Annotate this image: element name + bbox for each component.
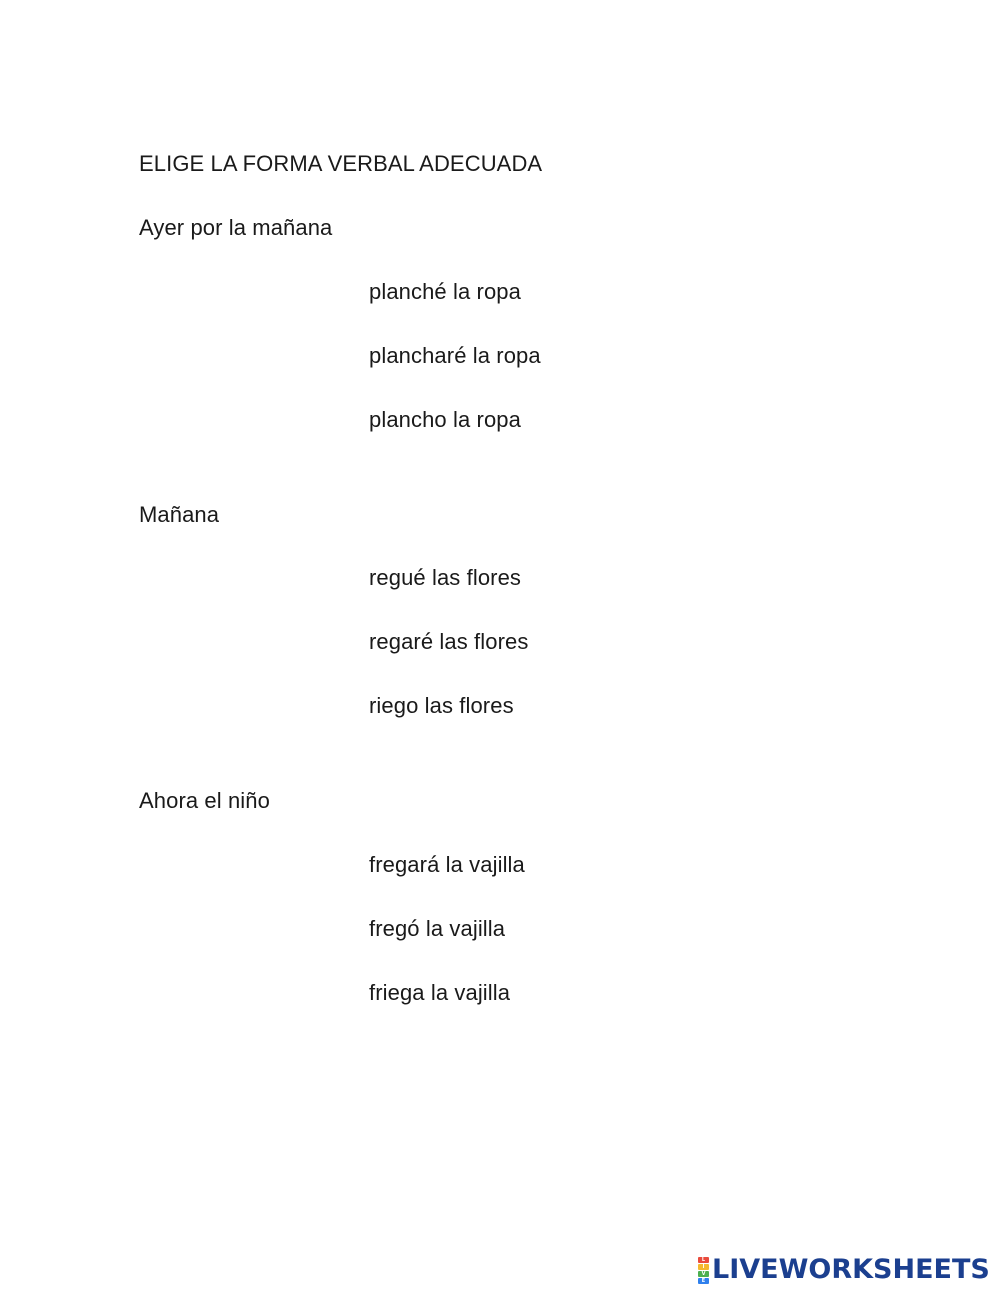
answer-option[interactable]: regaré las flores xyxy=(369,629,529,654)
question-prompt: Ayer por la mañana xyxy=(139,215,333,240)
answer-option[interactable]: planché la ropa xyxy=(369,279,521,304)
answer-option[interactable]: fregará la vajilla xyxy=(369,852,525,877)
answer-option[interactable]: riego las flores xyxy=(369,693,514,718)
answer-option[interactable]: fregó la vajilla xyxy=(369,916,506,941)
liveworksheets-logo xyxy=(698,1255,990,1285)
answer-option[interactable]: friega la vajilla xyxy=(369,980,511,1005)
answer-option[interactable]: plancharé la ropa xyxy=(369,343,541,368)
logo-letter-l: L xyxy=(698,1257,709,1263)
logo-letter-v: V xyxy=(698,1271,709,1277)
worksheet-title: ELIGE LA FORMA VERBAL ADECUADA xyxy=(139,151,543,176)
answer-option[interactable]: plancho la ropa xyxy=(369,407,521,432)
question-prompt: Mañana xyxy=(139,502,220,527)
brand-name: LIVEWORKSHEETS xyxy=(712,1254,990,1285)
logo-letter-i: I xyxy=(698,1264,709,1270)
answer-option[interactable]: regué las flores xyxy=(369,565,522,590)
liveworksheets-icon xyxy=(698,1257,709,1284)
question-prompt: Ahora el niño xyxy=(139,788,270,813)
logo-letter-e: E xyxy=(698,1278,709,1284)
